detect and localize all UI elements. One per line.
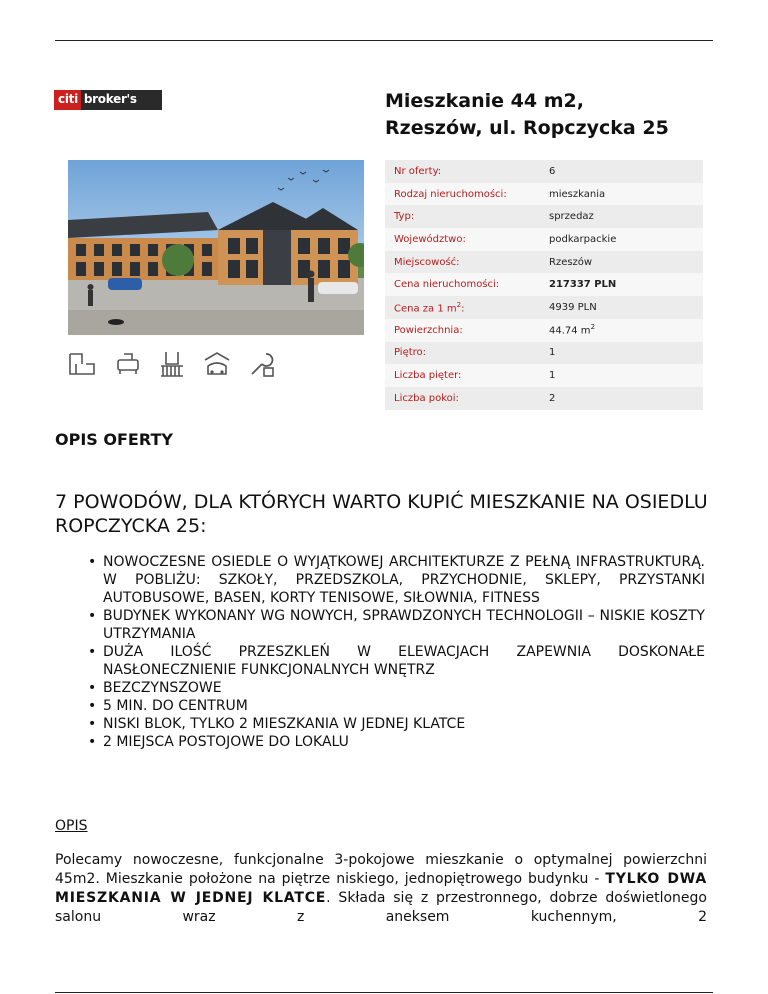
param-row — [385, 273, 703, 296]
furniture-icon — [114, 350, 142, 378]
param-value: 1 — [549, 347, 556, 359]
list-item: • NISKI BLOK, TYLKO 2 MIESZKANIA W JEDNEJ KLATCE — [55, 715, 705, 733]
param-label: Powierzchnia: — [394, 324, 463, 336]
offer-parameters-table — [385, 160, 703, 410]
param-row — [385, 296, 703, 319]
param-label: Cena nieruchomości: — [394, 279, 500, 291]
balcony-icon — [158, 350, 186, 378]
param-label: Typ: — [394, 211, 415, 223]
list-item: • 5 MIN. DO CENTRUM — [55, 697, 705, 715]
param-row — [385, 160, 703, 183]
section-heading-opis-oferty: OPIS OFERTY — [55, 430, 173, 449]
param-label: Nr oferty: — [394, 165, 442, 177]
bottom-rule — [55, 992, 713, 993]
top-rule — [55, 40, 713, 41]
param-label: Województwo: — [394, 233, 466, 245]
param-row — [385, 183, 703, 206]
param-value: 44.74 $m^2$ — [549, 323, 596, 337]
param-row — [385, 364, 703, 387]
offer-headline: 7 POWODÓW, DLA KTÓRYCH WARTO KUPIĆ MIESZKANIE NA OSIEDLU ROPCZYCKA 25: — [55, 491, 708, 537]
param-row — [385, 387, 703, 410]
description-bold: TYLKO DWA MIESZKANIA W JEDNEJ KLATCE — [55, 871, 707, 906]
building-rendering — [68, 160, 364, 335]
param-value: 2 — [549, 392, 556, 404]
description-paragraph: Polecamy nowoczesne, funkcjonalne 3-pokojowe mieszkanie o optymalnej powierzchni 45m2. Mieszkanie położone na piętrze niskiego, jednopiętrowego budynku - TYLKO DWA MIESZKANIA W JEDNEJ KLATCE. Składa się z przestronnego, dobrze doświetlonego salonu wraz z aneksem kuchennym, 2 — [55, 852, 707, 925]
offer-title — [385, 88, 715, 142]
offer-title-line1: Mieszkanie 44 m2, — [385, 90, 584, 112]
offer-title-line2: Rzeszów, ul. Ropczycka 25 — [385, 117, 669, 139]
param-row — [385, 251, 703, 274]
param-value: 1 — [549, 370, 556, 382]
property-photo[interactable] — [68, 160, 364, 335]
param-value: 6 — [549, 165, 556, 177]
param-label: Rodzaj nieruchomości: — [394, 188, 507, 200]
param-label: Cena za 1 $m^2$: — [394, 300, 465, 315]
param-row — [385, 205, 703, 228]
param-label: Liczba pokoi: — [394, 392, 459, 404]
utilities-icon — [248, 350, 276, 378]
param-value: Rzeszów — [549, 256, 593, 268]
feature-icons — [68, 350, 288, 380]
param-value: mieszkania — [549, 188, 606, 200]
list-item: • BEZCZYNSZOWE — [55, 679, 705, 697]
list-item: • 2 MIEJSCA POSTOJOWE DO LOKALU — [55, 733, 705, 751]
list-item: • BUDYNEK WYKONANY WG NOWYCH, SPRAWDZONYCH TECHNOLOGII – NISKIE KOSZTY UTRZYMANIA — [55, 607, 705, 643]
logo-part-citi: citi — [54, 90, 81, 110]
param-label: Miejscowość: — [394, 256, 460, 268]
param-row — [385, 342, 703, 365]
garage-icon — [202, 350, 232, 378]
opis-heading: OPIS — [55, 818, 88, 834]
citibrokers-logo[interactable] — [54, 90, 162, 110]
param-value: podkarpackie — [549, 233, 617, 245]
param-value: sprzedaz — [549, 211, 594, 223]
param-value: 4939 PLN — [549, 301, 597, 313]
price-value: 217337 PLN — [549, 279, 617, 291]
param-label: Liczba pięter: — [394, 370, 462, 382]
floor-plan-icon — [68, 350, 96, 378]
param-row — [385, 319, 703, 342]
list-item: • DUŻA ILOŚĆ PRZESZKLEŃ W ELEWACJACH ZAPEWNIA DOSKONAŁE NASŁONECZNIENIE FUNKCJONALNYCH WNĘTRZ — [55, 643, 705, 679]
list-item: • NOWOCZESNE OSIEDLE O WYJĄTKOWEJ ARCHITEKTURZE Z PEŁNĄ INFRASTRUKTURĄ. W POBLIŻU: SZKOŁY, PRZEDSZKOLA, PRZYCHODNIE, SKLEPY, PRZYSTANKI AUTOBUSOWE, BASEN, KORTY TENISOWE, SIŁOWNIA, FITNESS — [55, 553, 705, 607]
reasons-list — [55, 553, 705, 751]
param-row — [385, 228, 703, 251]
param-label: Piętro: — [394, 347, 427, 359]
logo-part-brokers: broker's — [81, 90, 162, 110]
